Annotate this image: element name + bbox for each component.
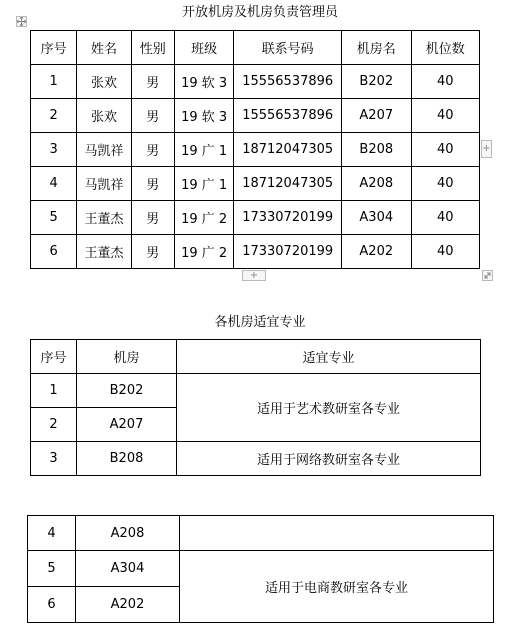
table1-header-row — [31, 31, 480, 65]
cell[interactable]: 王董杰 — [77, 201, 131, 235]
cell[interactable]: 2 — [31, 408, 77, 442]
cell[interactable]: 张欢 — [77, 99, 131, 133]
cell[interactable]: 王董杰 — [77, 235, 131, 269]
cell[interactable]: 40 — [411, 235, 480, 269]
cell[interactable]: 6 — [28, 587, 76, 623]
header-cell: 序号 — [31, 340, 77, 374]
cell[interactable]: 15556537896 — [234, 99, 342, 133]
table-move-handle-icon[interactable] — [16, 16, 27, 27]
cell[interactable]: 2 — [31, 99, 77, 133]
table-row — [31, 65, 480, 99]
cell[interactable]: 张欢 — [77, 65, 131, 99]
manager-table — [30, 30, 480, 269]
table-row — [28, 551, 494, 587]
header-cell: 机位数 — [411, 31, 480, 65]
cell[interactable]: 1 — [31, 374, 77, 408]
major-table-continued — [27, 515, 494, 623]
cell[interactable]: A207 — [342, 99, 411, 133]
table-row — [31, 235, 480, 269]
cell[interactable]: 19 广 1 — [174, 133, 233, 167]
table-row — [31, 99, 480, 133]
cell[interactable]: 15556537896 — [234, 65, 342, 99]
table-row — [31, 374, 481, 408]
cell[interactable]: 40 — [411, 167, 480, 201]
table2-title: 各机房适宜专业 — [214, 315, 306, 330]
cell[interactable]: 男 — [131, 167, 174, 201]
header-cell: 序号 — [31, 31, 77, 65]
cell[interactable]: 18712047305 — [234, 133, 342, 167]
cell[interactable]: B202 — [342, 65, 411, 99]
table-row — [28, 516, 494, 551]
cell[interactable]: 17330720199 — [234, 201, 342, 235]
cell[interactable]: 19 软 3 — [174, 99, 233, 133]
header-cell: 机房名 — [342, 31, 411, 65]
cell[interactable]: 适用于网络教研室各专业 — [177, 442, 481, 476]
table2-header-row — [31, 340, 481, 374]
header-cell: 班级 — [174, 31, 233, 65]
cell[interactable]: 马凯祥 — [77, 167, 131, 201]
cell[interactable]: B208 — [342, 133, 411, 167]
cell[interactable]: 4 — [31, 167, 77, 201]
cell[interactable]: 男 — [131, 99, 174, 133]
cell[interactable]: A208 — [342, 167, 411, 201]
header-cell: 适宜专业 — [177, 340, 481, 374]
cell[interactable]: A208 — [76, 516, 180, 551]
major-table — [30, 339, 481, 476]
cell[interactable] — [180, 516, 494, 551]
cell[interactable]: 3 — [31, 442, 77, 476]
cell[interactable]: 40 — [411, 201, 480, 235]
cell[interactable]: A207 — [77, 408, 177, 442]
header-cell: 联系号码 — [234, 31, 342, 65]
cell[interactable]: 17330720199 — [234, 235, 342, 269]
cell[interactable]: 男 — [131, 235, 174, 269]
merged-major-cell[interactable]: 适用于电商教研室各专业 — [180, 551, 494, 623]
cell[interactable]: 40 — [411, 133, 480, 167]
cell[interactable]: 19 广 2 — [174, 201, 233, 235]
merged-major-cell[interactable]: 适用于艺术教研室各专业 — [177, 374, 481, 442]
cell[interactable]: A304 — [76, 551, 180, 587]
cell[interactable]: A304 — [342, 201, 411, 235]
cell[interactable]: 男 — [131, 201, 174, 235]
add-column-plus-icon[interactable]: + — [481, 140, 492, 158]
cell[interactable]: 5 — [28, 551, 76, 587]
cell[interactable]: B202 — [77, 374, 177, 408]
cell[interactable]: 马凯祥 — [77, 133, 131, 167]
cell[interactable]: 19 软 3 — [174, 65, 233, 99]
cell[interactable]: 19 广 2 — [174, 235, 233, 269]
cell[interactable]: 6 — [31, 235, 77, 269]
cell[interactable]: 19 广 1 — [174, 167, 233, 201]
cell[interactable]: 5 — [31, 201, 77, 235]
cell[interactable]: 40 — [411, 65, 480, 99]
cell[interactable]: 3 — [31, 133, 77, 167]
table-row — [31, 201, 480, 235]
cell[interactable]: B208 — [77, 442, 177, 476]
add-row-plus-icon[interactable]: + — [242, 270, 266, 281]
cell[interactable]: 18712047305 — [234, 167, 342, 201]
table1-title: 开放机房及机房负责管理员 — [181, 5, 338, 20]
cell[interactable]: A202 — [76, 587, 180, 623]
header-cell: 姓名 — [77, 31, 131, 65]
cell[interactable]: 1 — [31, 65, 77, 99]
cell[interactable]: 男 — [131, 133, 174, 167]
resize-icon[interactable] — [482, 270, 493, 281]
cell[interactable]: 4 — [28, 516, 76, 551]
table-row — [31, 167, 480, 201]
cell[interactable]: 40 — [411, 99, 480, 133]
header-cell: 性别 — [131, 31, 174, 65]
table-row — [31, 442, 481, 476]
table-row — [31, 133, 480, 167]
cell[interactable]: A202 — [342, 235, 411, 269]
header-cell: 机房 — [77, 340, 177, 374]
cell[interactable]: 男 — [131, 65, 174, 99]
